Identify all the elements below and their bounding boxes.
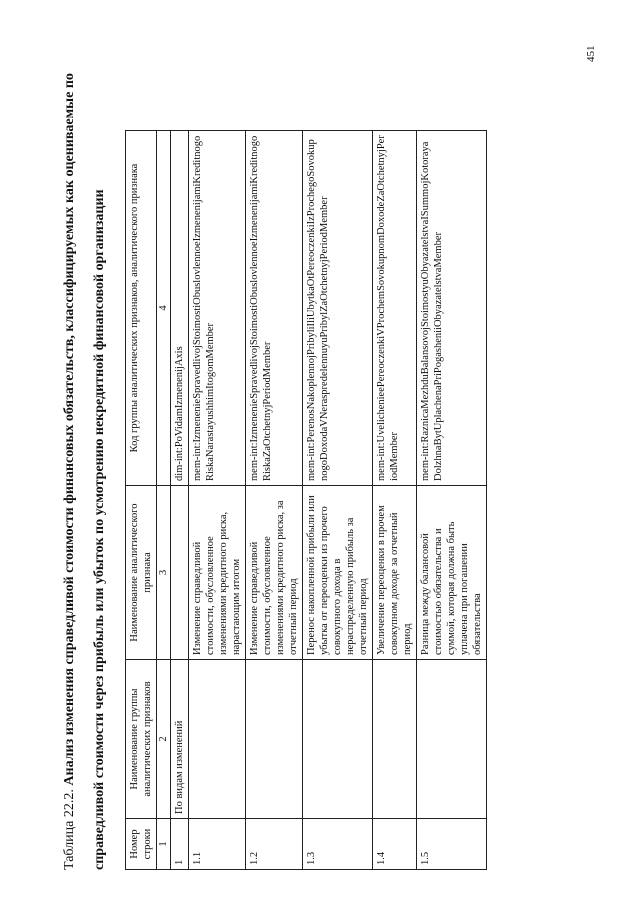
table-header-row xyxy=(126,131,157,870)
header-feature-name: Наименование аналитического признака xyxy=(126,486,157,660)
table-row xyxy=(171,131,189,870)
caption-title: Анализ изменения справедливой стоимости финансовых обязательств, классифицируемых как оцениваемые по справедливой стоимости через прибыль или убыток по усмотрению некредитной финансовой организации xyxy=(62,73,107,870)
caption-lead: Таблица 22.2. xyxy=(62,789,77,870)
page-number: 451 xyxy=(585,45,597,62)
row-number: 1.3 xyxy=(303,819,373,870)
table-column-numbers xyxy=(157,131,171,870)
row-group xyxy=(373,660,417,819)
header-group-name: Наименование группы аналитических признаков xyxy=(126,660,157,819)
col-number: 3 xyxy=(157,486,171,660)
analysis-table xyxy=(125,130,487,870)
row-number: 1.1 xyxy=(189,819,246,870)
table-row xyxy=(417,131,487,870)
row-group xyxy=(303,660,373,819)
row-code: mem-int:PerenosNakoplennojPribyliIliUbytkaOtPereoczenkiIzProchegoSovokupnogoDoxodaVNeraspredelennuyuPribylZaOtchetnyjPeriodMember xyxy=(303,131,373,486)
row-group: По видам изменений xyxy=(171,660,189,819)
row-number: 1.4 xyxy=(373,819,417,870)
row-code: mem-int:IzmenenieSpravedlivojStoimostiObuslovlennoeIzmenenijamiKreditnogoRiskaZaOtchetnyjPeriodMember xyxy=(246,131,303,486)
row-feature-name xyxy=(171,486,189,660)
col-number: 1 xyxy=(157,819,171,870)
row-feature-name: Изменение справедливой стоимости, обусловленное изменениями кредитного риска, за отчетный период xyxy=(246,486,303,660)
table-row xyxy=(373,131,417,870)
table-row xyxy=(303,131,373,870)
row-code: mem-int:UvelichenieePereoczenkiVProchemSovokupnomDoxodeZaOtchetnyjPeriodMember xyxy=(373,131,417,486)
col-number: 4 xyxy=(157,131,171,486)
row-code: mem-int:RaznicaMezhduBalansovojStoimostyuObyazatelstvaISummojKotorayaDolzhnaBytUplachenaPriPogasheniiObyazatelstvaMember xyxy=(417,131,487,486)
row-feature-name: Увеличение переоценки в прочем совокупном доходе за отчетный период xyxy=(373,486,417,660)
row-group xyxy=(417,660,487,819)
row-feature-name: Перенос накопленной прибыли или убытка от переоценки из прочего совокупного дохода в нераспределенную прибыль за отчетный период xyxy=(303,486,373,660)
header-code: Код группы аналитических признаков, аналитического признака xyxy=(126,131,157,486)
rotated-page-content xyxy=(55,50,555,870)
col-number: 2 xyxy=(157,660,171,819)
row-number: 1 xyxy=(171,819,189,870)
row-group xyxy=(189,660,246,819)
row-feature-name: Разница между балансовой стоимостью обязательства и суммой, которая должна быть уплачена при погашении обязательства xyxy=(417,486,487,660)
table-caption xyxy=(55,50,115,870)
row-code: dim-int:PoVidamIzmenenijAxis xyxy=(171,131,189,486)
table-row xyxy=(246,131,303,870)
row-group xyxy=(246,660,303,819)
row-code: mem-int:IzmenenieSpravedlivojStoimostiObuslovlennoeIzmenenijamiKreditnogoRiskaNarastayushhimItogomMember xyxy=(189,131,246,486)
row-number: 1.2 xyxy=(246,819,303,870)
row-feature-name: Изменение справедливой стоимости, обусловленное изменениями кредитного риска, нарастающим итогом xyxy=(189,486,246,660)
table-row xyxy=(189,131,246,870)
header-row-number: Номер строки xyxy=(126,819,157,870)
row-number: 1.5 xyxy=(417,819,487,870)
